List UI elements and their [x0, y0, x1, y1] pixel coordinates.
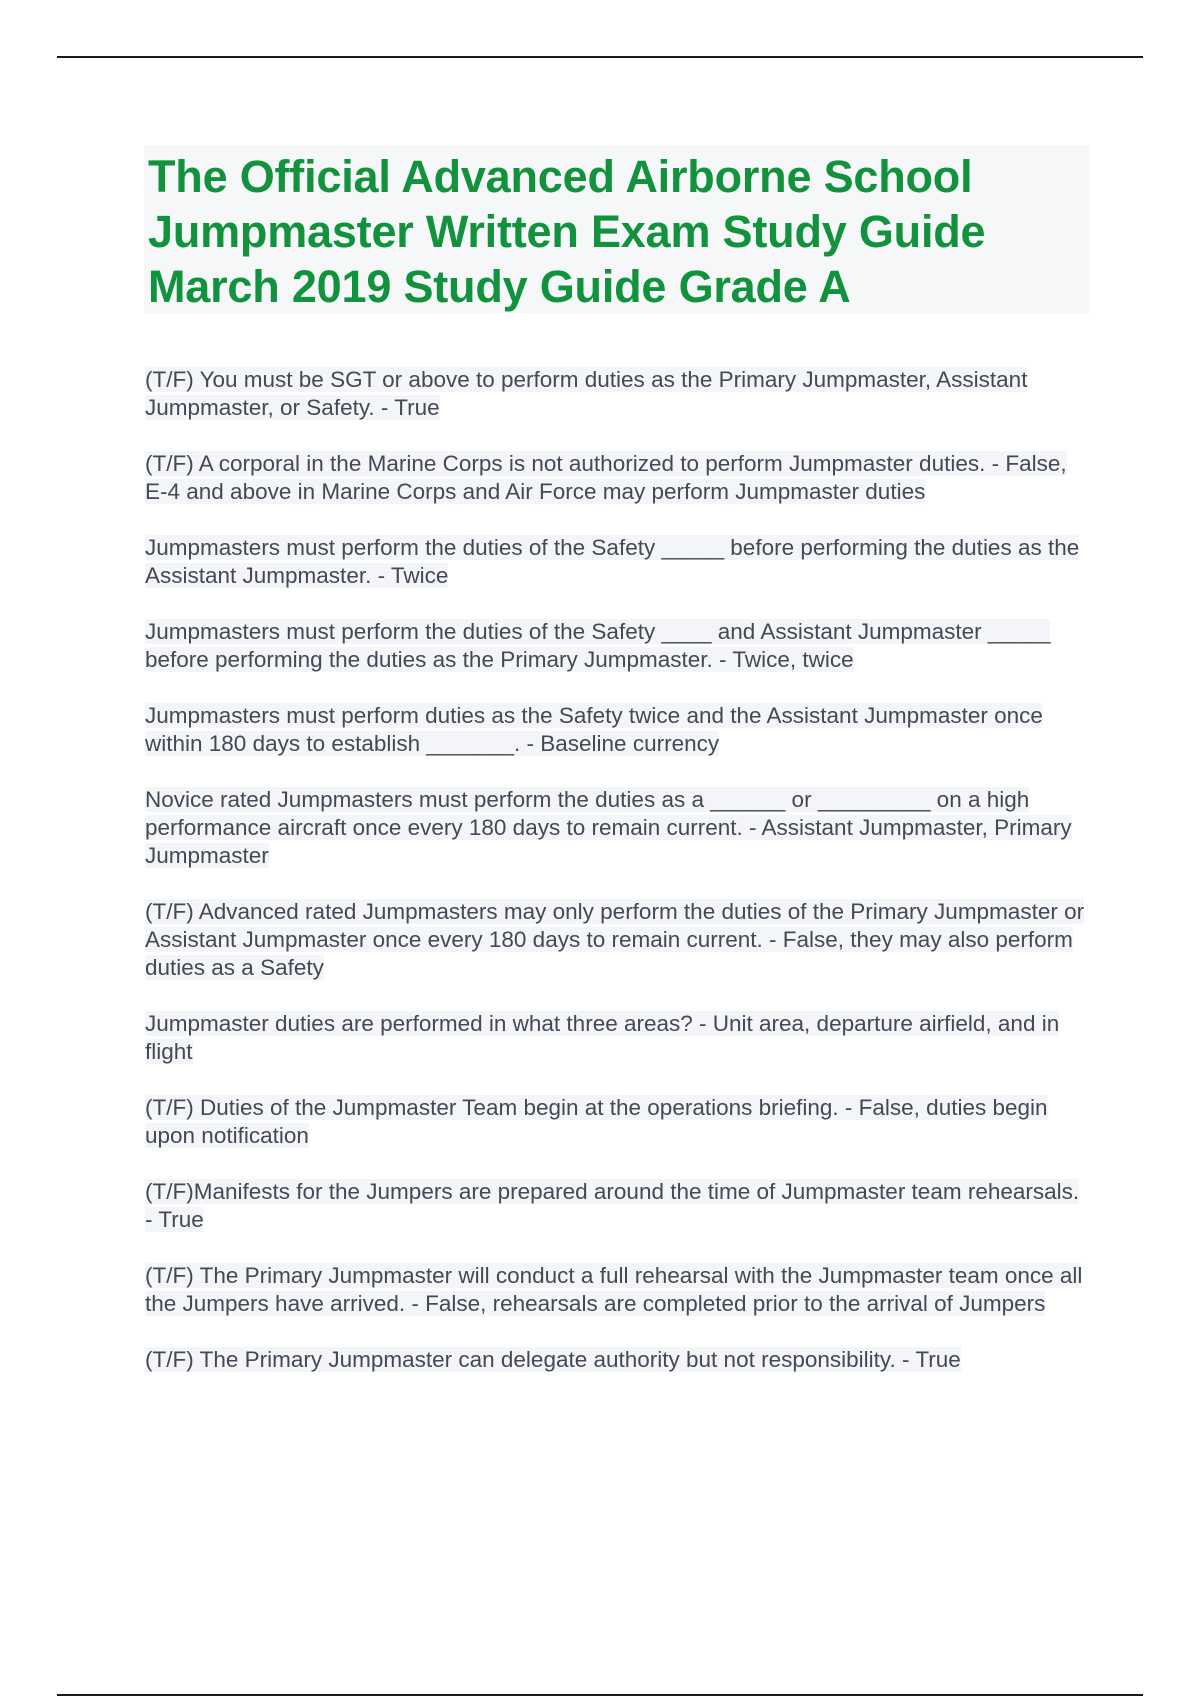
qa-item-10 — [145, 1178, 1090, 1234]
qa-item-6 — [145, 786, 1090, 870]
qa-text: (T/F) The Primary Jumpmaster will conduct a full rehearsal with the Jumpmaster team once all the Jumpers have arrived. - False, rehearsals are completed prior to the arrival of Jumpers — [145, 1263, 1083, 1316]
qa-text: (T/F) The Primary Jumpmaster can delegate authority but not responsibility. - True — [145, 1347, 961, 1372]
document-title: The Official Advanced Airborne School Jumpmaster Written Exam Study Guide March 2019 Study Guide Grade A — [148, 151, 986, 312]
qa-text: Jumpmasters must perform duties as the Safety twice and the Assistant Jumpmaster once within 180 days to establish _______. - Baseline currency — [145, 703, 1043, 756]
qa-item-7 — [145, 898, 1090, 982]
qa-text: (T/F) You must be SGT or above to perform duties as the Primary Jumpmaster, Assistant Jumpmaster, or Safety. - True — [145, 367, 1028, 420]
qa-text: Jumpmasters must perform the duties of the Safety ____ and Assistant Jumpmaster _____ before performing the duties as the Primary Jumpmaster. - Twice, twice — [145, 619, 1051, 672]
question-answer-list — [145, 366, 1090, 1402]
top-divider — [57, 56, 1143, 58]
qa-item-12 — [145, 1346, 1090, 1374]
qa-item-11 — [145, 1262, 1090, 1318]
title-block — [144, 145, 1090, 313]
qa-text: Jumpmaster duties are performed in what three areas? - Unit area, departure airfield, and in flight — [145, 1011, 1060, 1064]
bottom-divider — [57, 1694, 1143, 1696]
qa-text: (T/F)Manifests for the Jumpers are prepared around the time of Jumpmaster team rehearsals. - True — [145, 1179, 1080, 1232]
qa-item-9 — [145, 1094, 1090, 1150]
qa-text: (T/F) Duties of the Jumpmaster Team begin at the operations briefing. - False, duties begin upon notification — [145, 1095, 1048, 1148]
qa-item-3 — [145, 534, 1090, 590]
qa-item-4 — [145, 618, 1090, 674]
qa-text: (T/F) Advanced rated Jumpmasters may only perform the duties of the Primary Jumpmaster or Assistant Jumpmaster once every 180 days to remain current. - False, they may also perform duties as a Safety — [145, 899, 1085, 980]
qa-item-1 — [145, 366, 1090, 422]
qa-text: (T/F) A corporal in the Marine Corps is not authorized to perform Jumpmaster duties. - False, E-4 and above in Marine Corps and Air Force may perform Jumpmaster duties — [145, 451, 1067, 504]
qa-text: Jumpmasters must perform the duties of the Safety _____ before performing the duties as the Assistant Jumpmaster. - Twice — [145, 535, 1080, 588]
qa-item-5 — [145, 702, 1090, 758]
qa-item-2 — [145, 450, 1090, 506]
qa-item-8 — [145, 1010, 1090, 1066]
qa-text: Novice rated Jumpmasters must perform the duties as a ______ or _________ on a high performance aircraft once every 180 days to remain current. - Assistant Jumpmaster, Primary Jumpmaster — [145, 787, 1072, 868]
